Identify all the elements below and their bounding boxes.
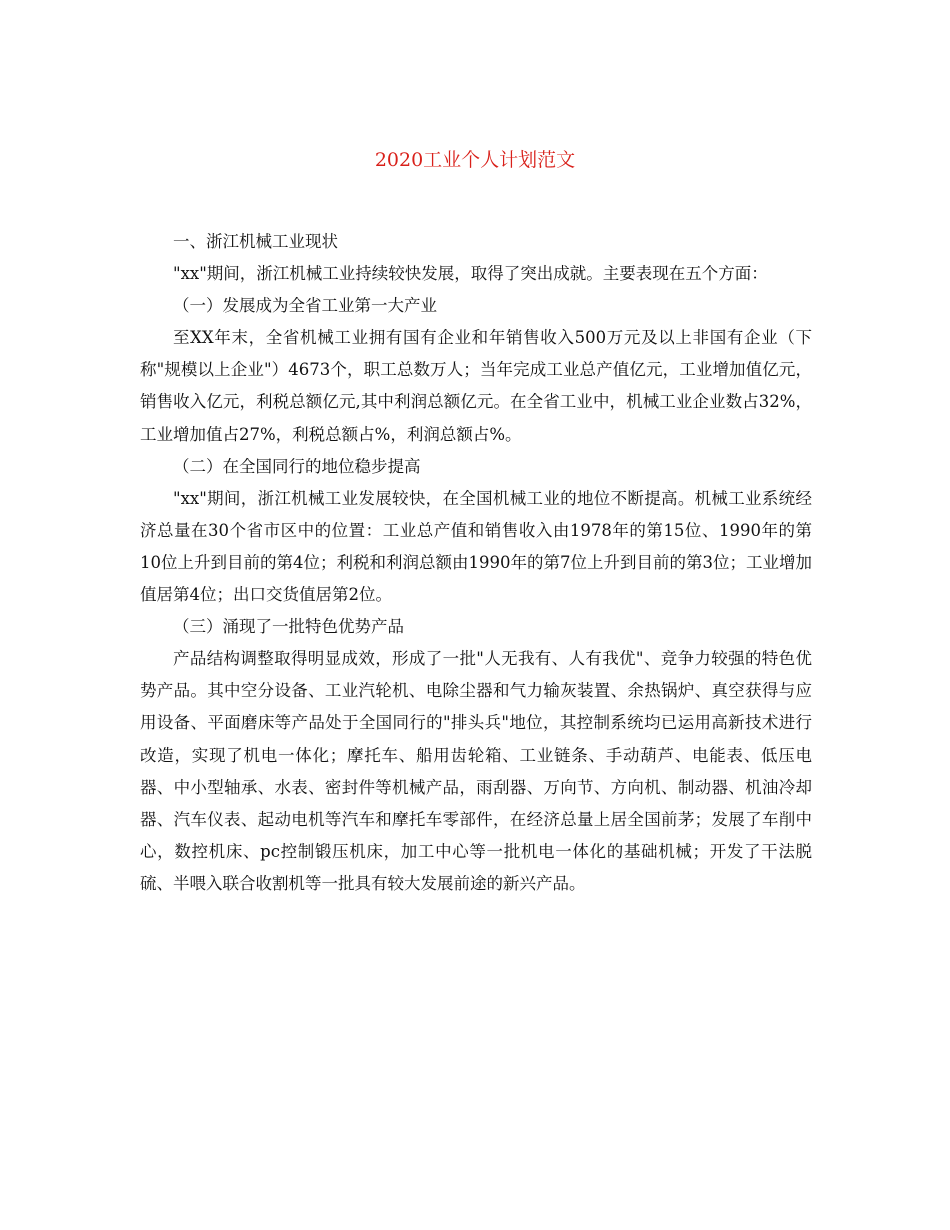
- paragraph-2: "xx"期间，浙江机械工业发展较快，在全国机械工业的地位不断提高。机械工业系统经济总量在30个省市区中的位置：工业总产值和销售收入由1978年的第15位、1990年的第10位上升到目前的第4位；利税和利润总额由1990年的第7位上升到目前的第3位；工业增加值居第4位；出口交货值居第2位。: [140, 488, 812, 605]
- document-body: [140, 226, 812, 900]
- paragraph-intro: "xx"期间，浙江机械工业持续较快发展，取得了突出成就。主要表现在五个方面：: [173, 264, 768, 284]
- paragraph-1: 至XX年末，全省机械工业拥有国有企业和年销售收入500万元及以上非国有企业（下称"规模以上企业"）4673个，职工总数万人；当年完成工业总产值亿元，工业增加值亿元，销售收入亿元，利税总额亿元,其中利润总额亿元。在全省工业中，机械工业企业数占32%，工业增加值占27%，利税总额占%，利润总额占%。: [140, 328, 812, 444]
- paragraph-3: 产品结构调整取得明显成效，形成了一批"人无我有、人有我优"、竞争力较强的特色优势产品。其中空分设备、工业汽轮机、电除尘器和气力输灰装置、余热锅炉、真空获得与应用设备、平面磨床等产品处于全国同行的"排头兵"地位，其控制系统均已运用高新技术进行改造，实现了机电一体化；摩托车、船用齿轮箱、工业链条、手动葫芦、电能表、低压电器、中小型轴承、水表、密封件等机械产品，雨刮器、万向节、方向机、制动器、机油冷却器、汽车仪表、起动电机等汽车和摩托车零部件，在经济总量上居全国前茅；发展了车削中心，数控机床、pc控制锻压机床，加工中心等一批机电一体化的基础机械；开发了干法脱硫、半喂入联合收割机等一批具有较大发展前途的新兴产品。: [140, 649, 812, 893]
- subheading-1: （一）发展成为全省工业第一大产业: [173, 296, 437, 316]
- subheading-2: （二）在全国同行的地位稳步提高: [173, 456, 421, 476]
- subheading-3: （三）涌现了一批特色优势产品: [173, 617, 404, 637]
- document-title: 2020工业个人计划范文: [374, 149, 576, 171]
- heading-section-1: 一、浙江机械工业现状: [173, 232, 338, 251]
